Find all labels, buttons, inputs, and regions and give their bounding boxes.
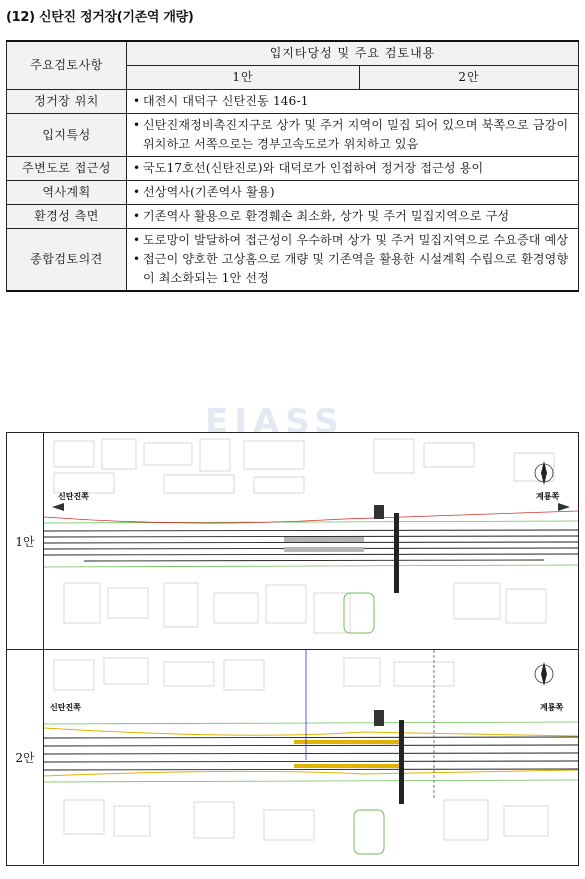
left-arrow-icon	[52, 503, 64, 511]
row-content-station-plan	[127, 181, 579, 205]
row-content-overall-opinion	[127, 229, 579, 292]
content-text: 도로망이 발달하여 접근성이 우수하며 상가 및 주거 밀집지역으로 수요증대 예상	[143, 233, 569, 247]
road-line	[44, 770, 578, 776]
direction-label-right: 계룡쪽	[536, 492, 560, 501]
site-plan-1	[44, 433, 578, 649]
station-overpass	[399, 720, 404, 804]
row-label-environment: 환경성 측면	[7, 205, 127, 229]
station-building	[374, 505, 384, 519]
platform	[284, 537, 364, 542]
alt2-header: 2안	[360, 66, 579, 90]
row-label-site-character: 입지특성	[7, 114, 127, 157]
row-content-environment	[127, 205, 579, 229]
col-header-review-items: 주요검토사항	[7, 41, 127, 90]
direction-label-left: 신탄진쪽	[50, 703, 81, 712]
alt1-header: 1안	[127, 66, 360, 90]
bullet-marker: •	[133, 161, 141, 175]
content-text: 대전시 대덕구 신탄진동 146-1	[143, 94, 309, 108]
track-lines	[44, 530, 578, 561]
north-arrow-icon	[535, 662, 553, 686]
station-overpass	[394, 513, 399, 593]
direction-label-right: 계룡쪽	[540, 703, 564, 712]
plan-drawing-1	[44, 433, 578, 649]
station-building	[374, 710, 384, 726]
sidewalk-line	[44, 722, 578, 724]
station-plaza	[354, 810, 384, 854]
content-text: 신탄진재정비촉진지구로 상가 및 주거 지역이 밀집 되어 있으며 북쪽으로 금강이 위치하고 서쪽으로는 경부고속도로가 위치하고 있음	[143, 118, 569, 151]
building-blocks	[54, 658, 548, 840]
bullet-marker: •	[133, 118, 141, 132]
review-table	[6, 40, 579, 292]
platform	[294, 740, 404, 744]
road-line	[44, 728, 578, 736]
plan-drawing-2	[44, 650, 578, 864]
row-content-location	[127, 90, 579, 114]
row-content-road-access	[127, 157, 579, 181]
plan-row-1	[7, 433, 578, 650]
direction-label-left: 신탄진쪽	[58, 492, 89, 501]
content-text: 국도17호선(신탄진로)와 대덕로가 인접하여 정거장 접근성 용이	[143, 161, 484, 175]
row-label-road-access: 주변도로 접근성	[7, 157, 127, 181]
row-content-site-character	[127, 114, 579, 157]
platform	[294, 764, 404, 768]
right-arrow-icon	[558, 503, 570, 511]
row-label-overall-opinion: 종합검토의견	[7, 229, 127, 292]
sidewalk-line	[44, 565, 578, 567]
bullet-marker: •	[133, 252, 141, 266]
station-plaza	[344, 593, 374, 633]
site-plan-2	[44, 650, 578, 864]
plan-label-2: 2안	[7, 650, 44, 864]
content-text: 기존역사 활용으로 환경훼손 최소화, 상가 및 주거 밀집지역으로 구성	[143, 209, 510, 223]
bullet-marker: •	[133, 185, 141, 199]
plan-label-1: 1안	[7, 433, 44, 649]
section-heading: (12) 신탄진 정거장(기존역 개량)	[6, 10, 194, 25]
north-arrow-icon	[535, 461, 553, 485]
content-text: 접근이 양호한 고상홈으로 개량 및 기존역을 활용한 시설계획 수립으로 환경영향이 최소화되는 1안 선정	[143, 252, 569, 285]
platform	[284, 547, 364, 552]
content-text: 선상역사(기존역사 활용)	[143, 185, 275, 199]
bullet-marker: •	[133, 94, 141, 108]
watermark: EIASS	[205, 402, 345, 442]
bullet-marker: •	[133, 209, 141, 223]
group-header: 입지타당성 및 주요 검토내용	[127, 41, 579, 66]
alternative-plans-panel	[6, 432, 579, 866]
sidewalk-line	[44, 780, 578, 782]
row-label-station-plan: 역사계획	[7, 181, 127, 205]
bullet-marker: •	[133, 233, 141, 247]
plan-row-2	[7, 650, 578, 864]
row-label-location: 정거장 위치	[7, 90, 127, 114]
